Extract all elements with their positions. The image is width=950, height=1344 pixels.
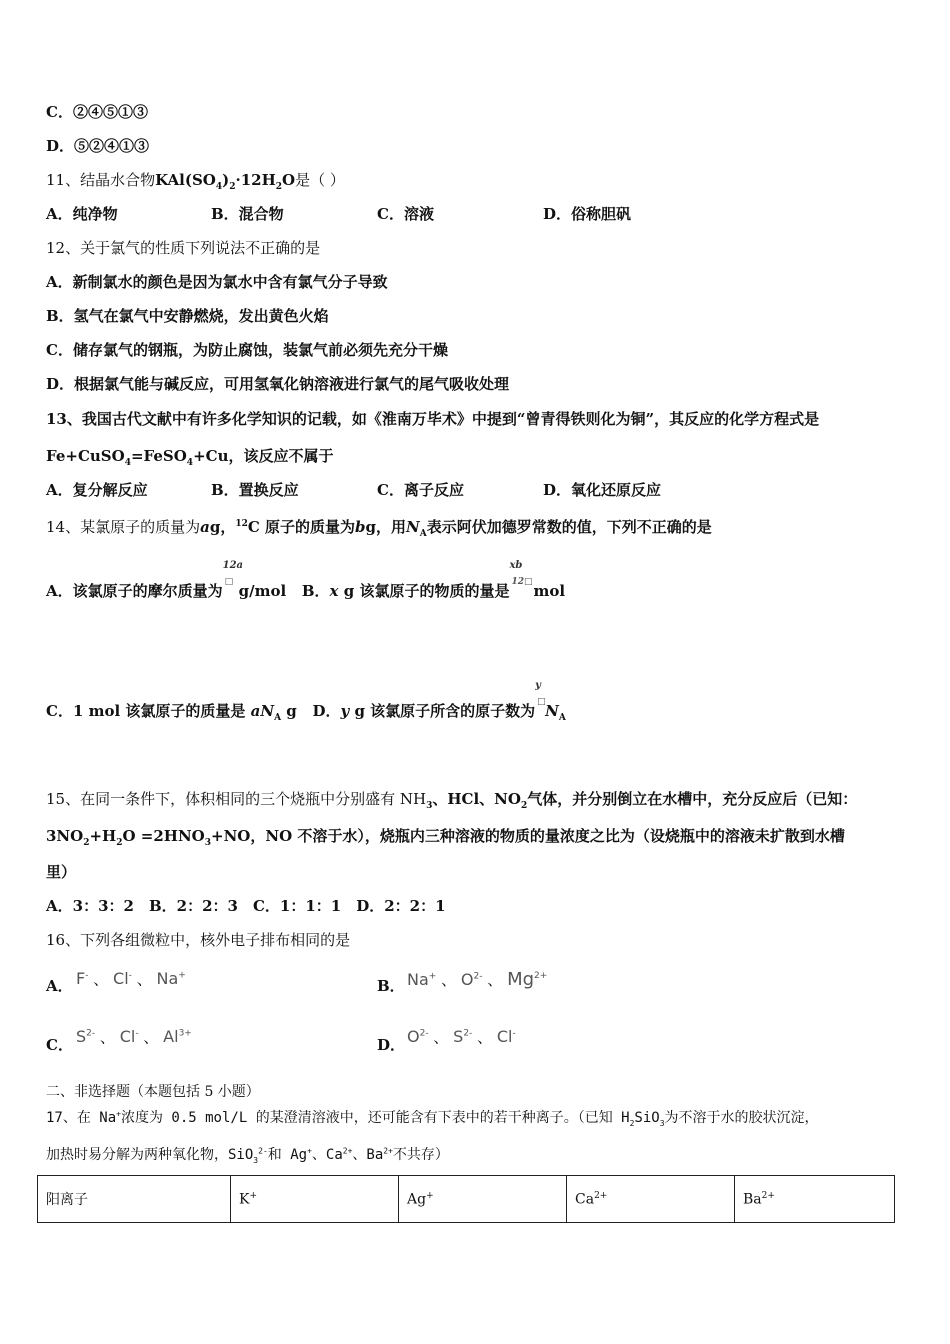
q13-option-d: D．氧化还原反应: [543, 481, 662, 499]
q10-option-d: D．⑤②④①③: [46, 137, 150, 155]
q17-stem-line1: 17、在 Na+浓度为 0.5 mol/L 的某澄清溶液中，还可能含有下表中的若干种离子。（已知 $H_2SiO_3$为不溶于水的胶状沉淀，: [46, 1109, 819, 1128]
q16-stem: 16、下列各组微粒中，核外电子排布相同的是: [46, 931, 351, 949]
q13-stem-line2: Fe+CuSO$_4$=FeSO$_4$+Cu，该反应不属于: [46, 447, 334, 468]
q17-stem-line2: 加热时易分解为两种氧化物，SiO$_3^{2-}$和 Ag+、$Ca^{2+}$、$Ba^{2+}$不共存）: [46, 1146, 449, 1165]
table-cell: $Ca^{2+}$: [567, 1176, 735, 1223]
q12-option-d: D．根据氯气能与碱反应，可用氢氧化钠溶液进行氯气的尾气吸收处理: [46, 375, 510, 393]
table-cell: $Ba^{2+}$: [735, 1176, 895, 1223]
q16-option-b-label: B．: [377, 977, 405, 995]
q15-stem-line2: $3NO_2+H_2O =2HNO_3+NO$，NO 不溶于水），烧瓶内三种溶液的物质的量浓度之比为（设烧瓶中的溶液未扩散到水槽: [46, 827, 845, 848]
q14-options-ab: A．该氯原子的摩尔质量为 12a □ g/mol B．x g 该氯原子的物质的量是 xb 12□ mol: [46, 560, 566, 600]
q11-option-a: A．纯净物: [46, 205, 118, 223]
q16-option-d-label: D．: [377, 1036, 406, 1054]
q12-option-b: B．氢气在氯气中安静燃烧，发出黄色火焰: [46, 307, 329, 325]
q13-stem-line1: 13、我国古代文献中有许多化学知识的记载，如《淮南万毕术》中提到“曾青得铁则化为铜”，其反应的化学方程式是: [46, 410, 820, 428]
fraction-12a-over-blank: 12a □: [222, 560, 244, 587]
q16-option-c-ions: $S^{2-}$ 、 Cl- 、 $Al^{3+}$: [76, 1027, 192, 1047]
q15-stem-line3: 里）: [46, 863, 77, 881]
table-cell: Ag+: [399, 1176, 567, 1223]
q11-option-d: D．俗称胆矾: [543, 205, 632, 223]
fraction-xb-over-12: xb 12□: [509, 560, 533, 587]
q16-option-a-label: A．: [46, 977, 73, 995]
q12-stem: 12、关于氯气的性质下列说法不正确的是: [46, 239, 321, 257]
q12-option-a: A．新制氯水的颜色是因为氯水中含有氯气分子导致: [46, 273, 388, 291]
q16-option-b-ions: Na+ 、 $O^{2-}$ 、 $Mg^{2+}$: [407, 969, 548, 990]
table-row: [38, 1176, 895, 1223]
q12-option-c: C．储存氯气的钢瓶，为防止腐蚀，装氯气前必须先充分干燥: [46, 341, 448, 359]
table-cell: K+: [231, 1176, 399, 1223]
table-header-cell: 阳离子: [38, 1176, 231, 1223]
q13-option-b: B．置换反应: [211, 481, 299, 499]
q16-option-d-ions: $O^{2-}$ 、 $S^{2-}$ 、 Cl-: [407, 1027, 516, 1047]
q11-option-c: C．溶液: [377, 205, 434, 223]
q14-options-cd: C．1 mol 该氯原子的质量是 $aN_A$ g D．y g 该氯原子所含的原子数为 y □ $N_A$: [46, 680, 566, 723]
q16-option-a-ions: F- 、 Cl- 、 Na+: [76, 969, 186, 989]
fraction-y-over-blank: y □: [535, 680, 546, 707]
cation-table: [37, 1175, 895, 1223]
section-2-title: 二、非选择题（本题包括 5 小题）: [46, 1084, 260, 1100]
q11-option-b: B．混合物: [211, 205, 284, 223]
q13-option-a: A．复分解反应: [46, 481, 148, 499]
q11-stem: 11、结晶水合物$KAl(SO_4)_2\cdot 12H_2O$是（ ）: [46, 171, 345, 192]
q15-stem-line1: 15、在同一条件下，体积相同的三个烧瓶中分别盛有 $NH_3$、HCl、$NO_2$气体，并分别倒立在水槽中，充分反应后（已知：: [46, 790, 858, 811]
q15-options: A．3：3：2 B．2：2：3 C．1：1：1 D．2：2：1: [46, 897, 446, 915]
q14-stem: 14、某氯原子的质量为ag，$^{12}$C 原子的质量为bg，用$N_A$表示阿伏加德罗常数的值，下列不正确的是: [46, 518, 712, 539]
q16-option-c-label: C．: [46, 1036, 73, 1054]
q10-option-c: C．②④⑤①③: [46, 103, 148, 121]
q13-option-c: C．离子反应: [377, 481, 464, 499]
